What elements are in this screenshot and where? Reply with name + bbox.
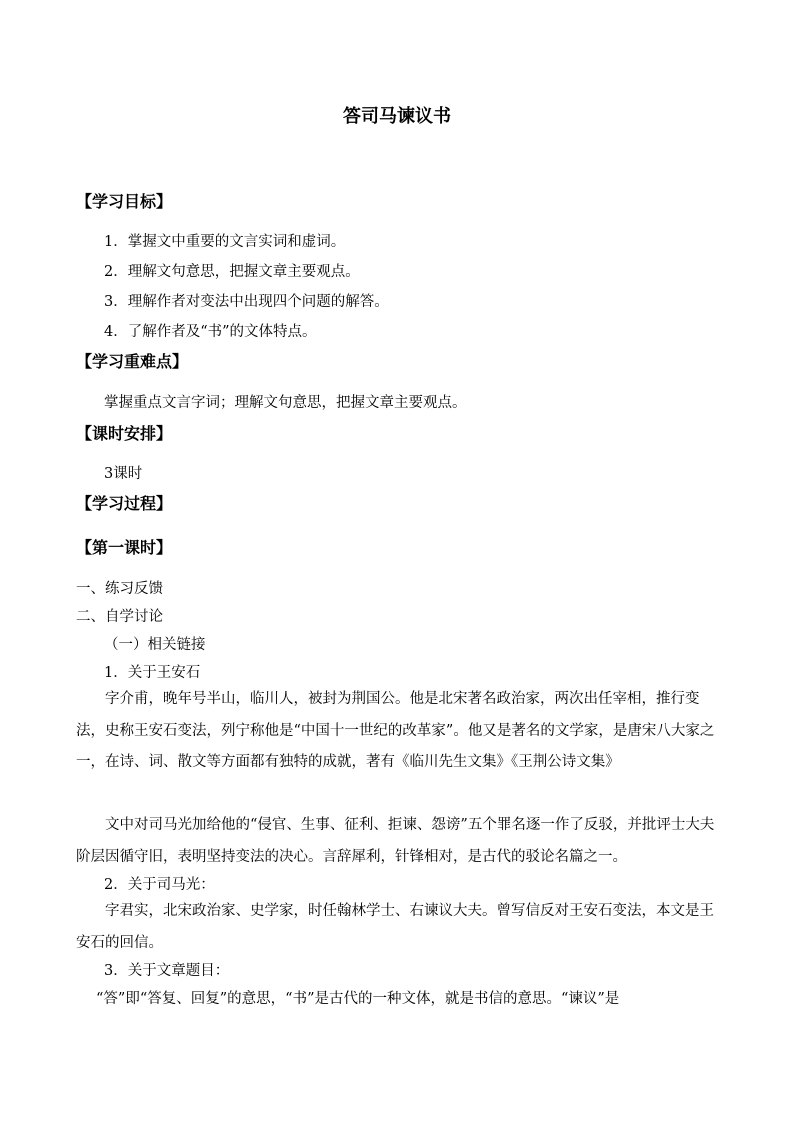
objective-item-4: 4．了解作者及“书”的文体特点。 bbox=[104, 324, 317, 340]
key-points-text: 掌握重点文言字词；理解文句意思，把握文章主要观点。 bbox=[104, 395, 467, 411]
about-wang-paragraph-2: 文中对司马光加给他的“侵官、生事、征利、拒谏、怨谤”五个罪名逐一作了反驳，并批评士大夫阶层因循守旧，表明坚持变法的决心。言辞犀利，针锋相对，是古代的驳论名篇之一。 bbox=[76, 817, 715, 865]
key-points-heading: 【学习重难点】 bbox=[76, 352, 189, 371]
schedule-text: 3课时 bbox=[104, 466, 143, 482]
about-title-heading: 3．关于文章题目： bbox=[104, 963, 230, 979]
objective-item-2: 2．理解文句意思，把握文章主要观点。 bbox=[104, 264, 360, 280]
about-sima-heading: 2．关于司马光： bbox=[104, 877, 215, 893]
process-heading: 【学习过程】 bbox=[76, 494, 173, 513]
lesson1-heading: 【第一课时】 bbox=[76, 538, 173, 557]
lesson1-item-2: 二、自学讨论 bbox=[76, 609, 163, 625]
schedule-heading: 【课时安排】 bbox=[76, 424, 173, 443]
about-title-paragraph: “答”即“答复、回复”的意思，“书”是古代的一种文体，就是书信的意思。“谏议”是 bbox=[96, 991, 620, 1007]
about-wang-paragraph-1: 字介甫，晚年号半山，临川人，被封为荆国公。他是北宋著名政治家，两次出任宰相，推行变法，史称王安石变法，列宁称他是“中国十一世纪的改革家”。他又是著名的文学家，是唐宋八大家之一，在诗、词、散文等方面都有独特的成就，著有《临川先生文集》《王荆公诗文集》 bbox=[76, 691, 715, 770]
page-title: 答司马谏议书 bbox=[343, 106, 451, 127]
lesson1-sub-1: （一）相关链接 bbox=[104, 637, 206, 653]
about-sima-paragraph: 字君实，北宋政治家、史学家，时任翰林学士、右谏议大夫。曾写信反对王安石变法，本文是王安石的回信。 bbox=[76, 903, 714, 951]
objectives-heading: 【学习目标】 bbox=[76, 192, 173, 211]
objective-item-3: 3．理解作者对变法中出现四个问题的解答。 bbox=[104, 294, 389, 310]
objective-item-1: 1．掌握文中重要的文言实词和虚词。 bbox=[104, 234, 346, 250]
about-wang-heading: 1．关于王安石 bbox=[104, 665, 201, 681]
lesson1-item-1: 一、练习反馈 bbox=[76, 581, 163, 597]
